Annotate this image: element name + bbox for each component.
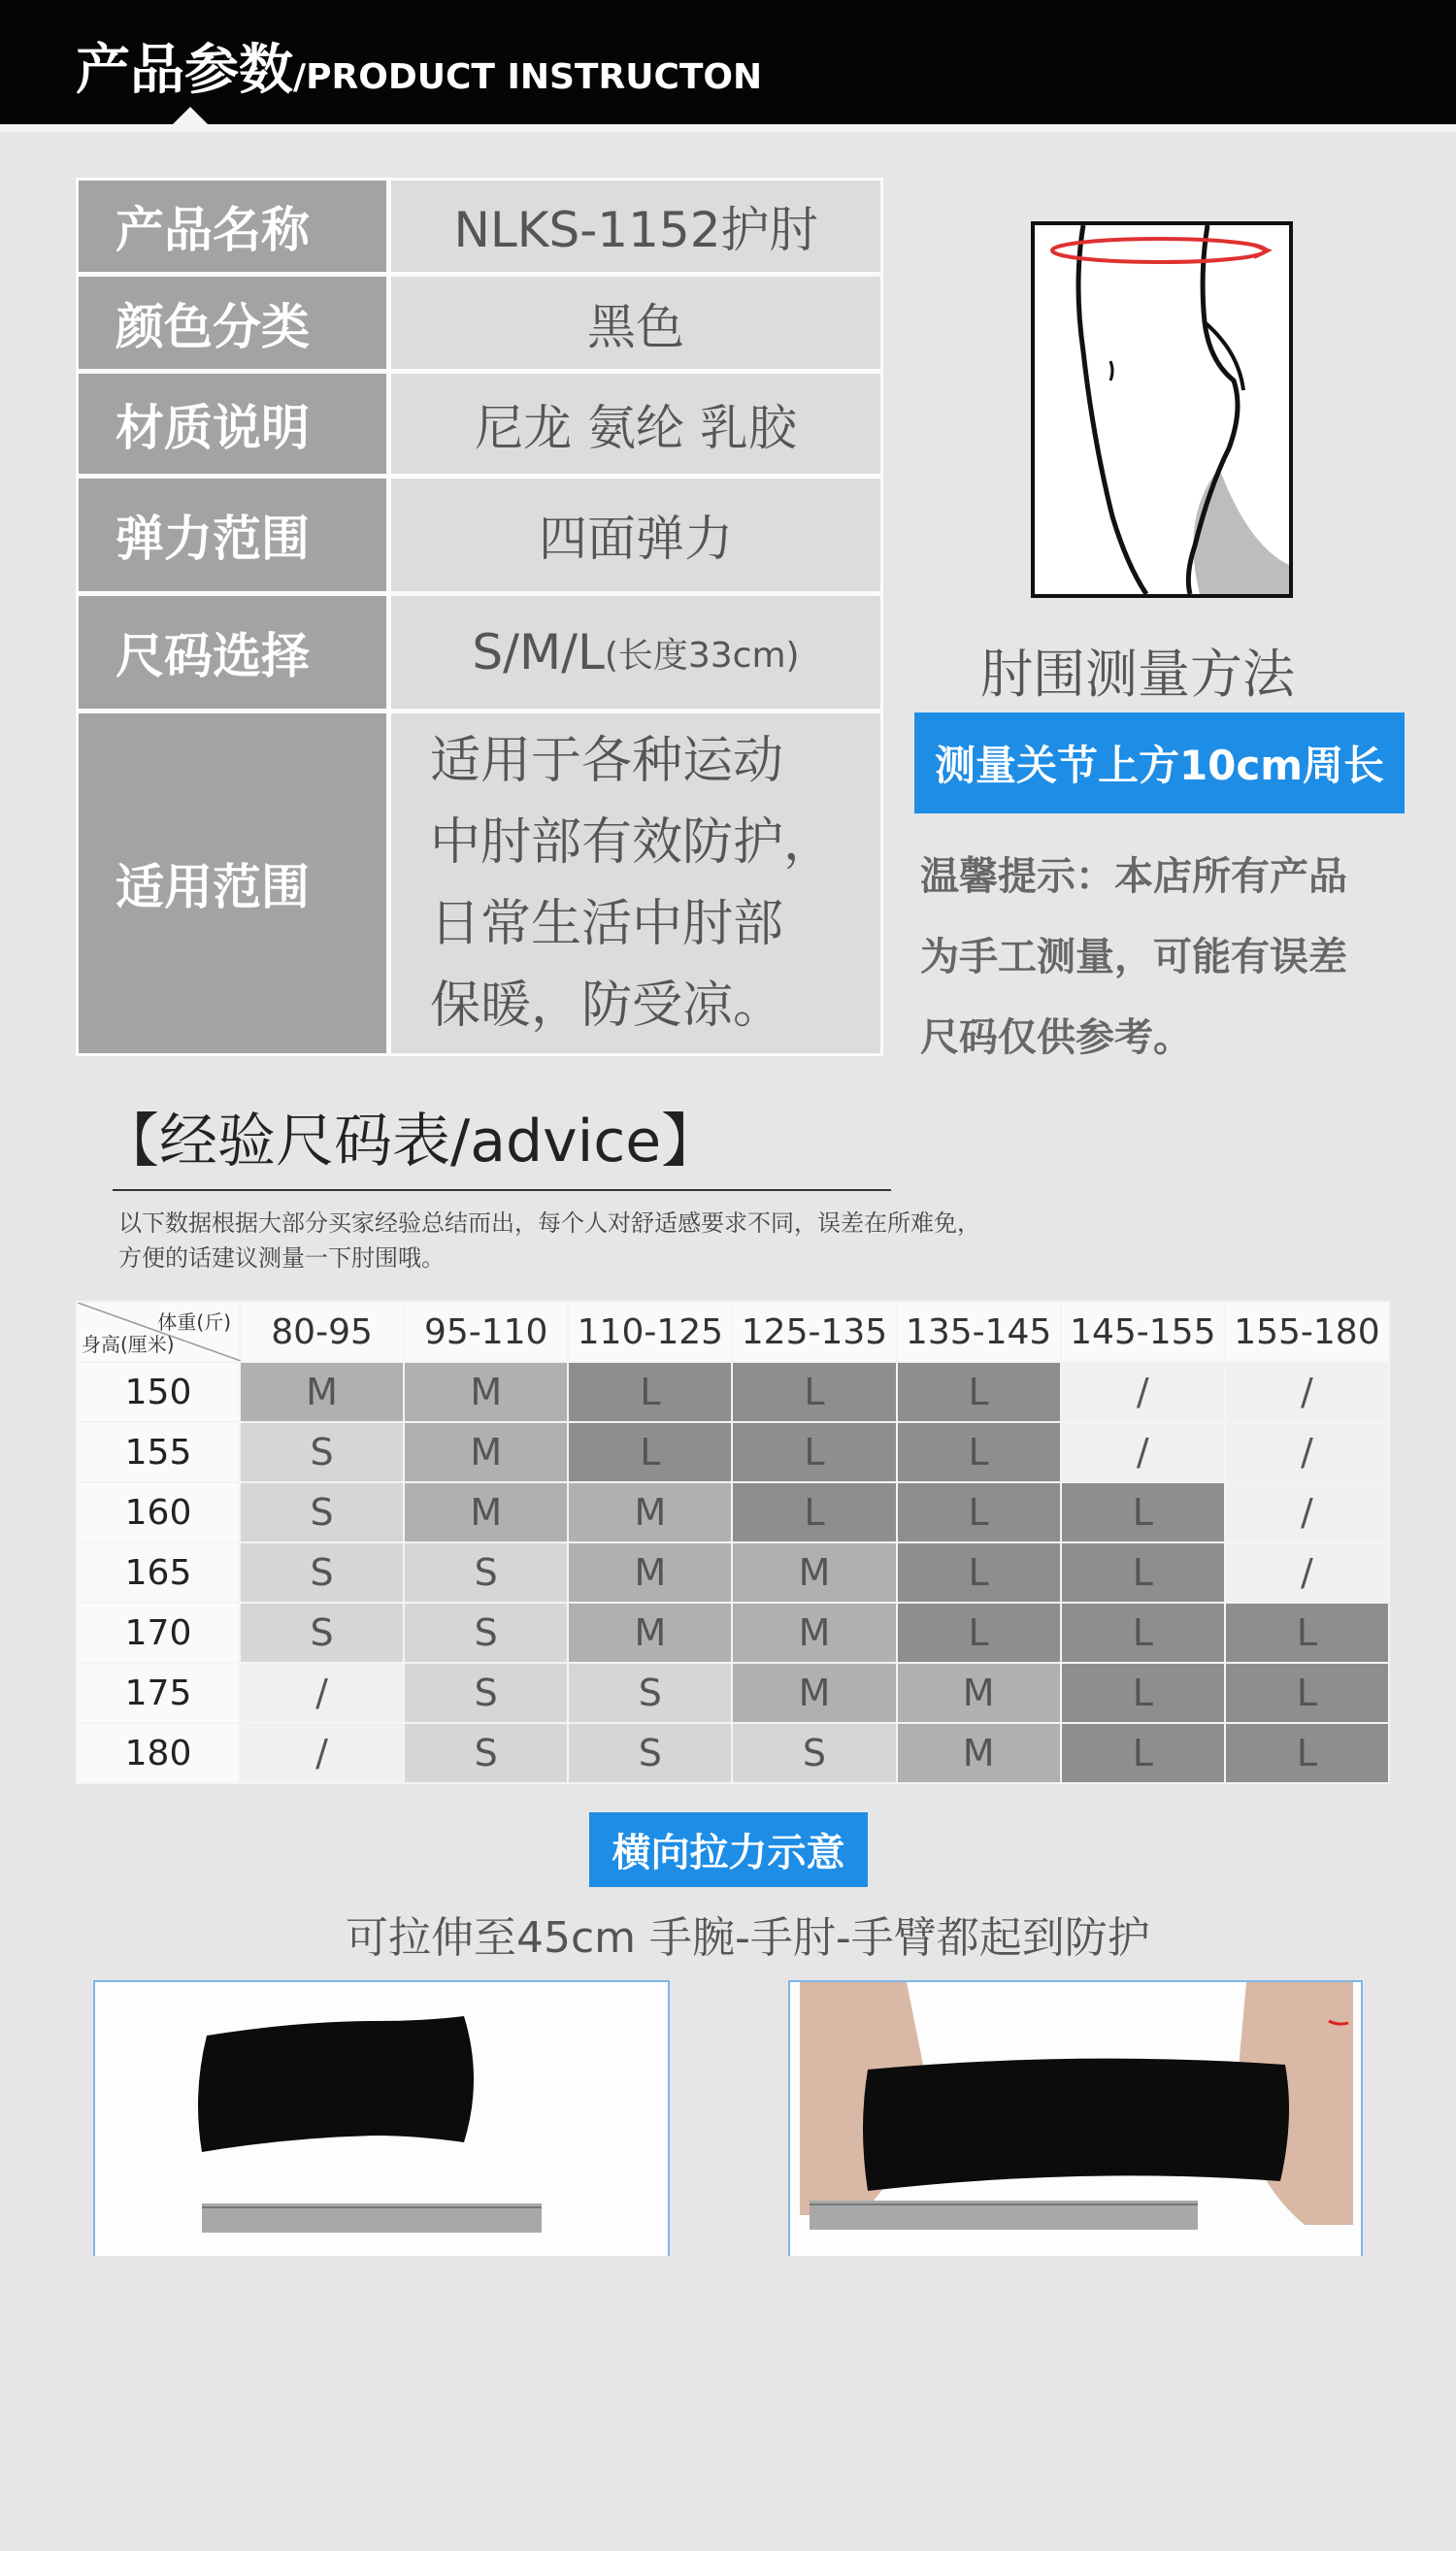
spec-label: 适用范围 — [79, 713, 391, 1053]
sleeve-stretched-image — [790, 1982, 1361, 2256]
spec-row-size — [79, 596, 880, 713]
size-cell: M — [568, 1603, 732, 1663]
weight-header: 155-180 — [1225, 1302, 1389, 1362]
size-cell: L — [568, 1422, 732, 1482]
size-cell: M — [732, 1542, 896, 1603]
arm-drawing — [1035, 225, 1289, 594]
size-chart-corner — [77, 1302, 240, 1362]
advice-desc-line: 以下数据根据大部分买家经验总结而出，每个人对舒适感要求不同，误差在所难免， — [118, 1209, 980, 1237]
size-cell: / — [240, 1723, 404, 1783]
header-title-en: /PRODUCT INSTRUCTON — [293, 57, 763, 97]
spec-row-color — [79, 277, 880, 374]
spec-label: 产品名称 — [79, 181, 391, 272]
advice-title: 【经验尺码表/advice】 — [101, 1108, 720, 1176]
advice-description — [118, 1206, 980, 1276]
header-bar — [0, 0, 1456, 124]
size-cell: L — [1061, 1482, 1225, 1542]
size-cell: L — [897, 1362, 1061, 1422]
usage-line: 保暖，防受凉。 — [430, 977, 784, 1035]
spec-label: 弹力范围 — [79, 479, 391, 591]
size-chart-row — [77, 1603, 1389, 1663]
size-cell: L — [1061, 1663, 1225, 1723]
height-cell: 175 — [77, 1663, 240, 1723]
tip-line: 尺码仅供参考。 — [920, 1015, 1192, 1060]
size-chart-row — [77, 1362, 1389, 1422]
size-chart-body — [77, 1362, 1389, 1783]
header-title — [76, 27, 762, 105]
size-cell: / — [1225, 1422, 1389, 1482]
weight-header: 110-125 — [568, 1302, 732, 1362]
measure-badge: 测量关节上方10cm周长 — [914, 712, 1405, 813]
tip-text — [920, 837, 1347, 1078]
header-title-cn: 产品参数 — [76, 39, 293, 102]
size-cell: L — [732, 1422, 896, 1482]
spec-value: 四面弹力 — [391, 479, 880, 591]
size-cell: S — [732, 1723, 896, 1783]
advice-divider — [113, 1189, 891, 1191]
weight-header: 135-145 — [897, 1302, 1061, 1362]
spec-value: 尼龙 氨纶 乳胶 — [391, 374, 880, 474]
size-chart-row — [77, 1663, 1389, 1723]
size-cell: L — [1061, 1603, 1225, 1663]
size-cell: / — [1225, 1542, 1389, 1603]
size-cell: S — [568, 1663, 732, 1723]
size-cell: S — [404, 1723, 568, 1783]
size-cell: L — [1061, 1723, 1225, 1783]
corner-weight-label: 体重(斤) — [157, 1310, 231, 1334]
size-cell: / — [1061, 1362, 1225, 1422]
sleeve-photo-stretched — [788, 1980, 1363, 2256]
tip-line: 温馨提示：本店所有产品 — [920, 854, 1347, 899]
size-cell: S — [404, 1603, 568, 1663]
height-cell: 180 — [77, 1723, 240, 1783]
size-options: S/M/L — [472, 624, 605, 680]
spec-value: 黑色 — [391, 277, 880, 369]
size-cell: S — [568, 1723, 732, 1783]
spec-row-name — [79, 181, 880, 277]
size-cell: L — [897, 1482, 1061, 1542]
header-notch — [173, 107, 208, 124]
size-cell: / — [240, 1663, 404, 1723]
size-cell: M — [568, 1482, 732, 1542]
spec-label: 尺码选择 — [79, 596, 391, 709]
height-cell: 170 — [77, 1603, 240, 1663]
size-cell: / — [1061, 1422, 1225, 1482]
height-cell: 165 — [77, 1542, 240, 1603]
size-cell: L — [897, 1542, 1061, 1603]
advice-desc-line: 方便的话建议测量一下肘围哦。 — [118, 1244, 445, 1272]
size-cell: L — [732, 1482, 896, 1542]
size-chart-header-row — [77, 1302, 1389, 1362]
size-cell: M — [404, 1362, 568, 1422]
size-cell: L — [897, 1422, 1061, 1482]
spec-row-elasticity — [79, 479, 880, 596]
height-cell: 160 — [77, 1482, 240, 1542]
size-cell: L — [568, 1362, 732, 1422]
size-cell: L — [897, 1603, 1061, 1663]
size-cell: S — [240, 1482, 404, 1542]
size-cell: L — [1061, 1542, 1225, 1603]
size-cell: L — [1225, 1723, 1389, 1783]
size-cell: M — [404, 1482, 568, 1542]
header-underline — [0, 124, 1456, 132]
tip-line: 为手工测量，可能有误差 — [920, 935, 1347, 979]
size-cell: M — [732, 1663, 896, 1723]
arm-measurement-illustration — [1031, 221, 1293, 598]
size-cell: / — [1225, 1482, 1389, 1542]
stretch-description: 可拉伸至45cm 手腕-手肘-手臂都起到防护 — [346, 1913, 1150, 1963]
spec-row-material — [79, 374, 880, 479]
size-length-note: (长度33cm) — [604, 635, 800, 676]
usage-line: 日常生活中肘部 — [430, 895, 784, 953]
size-cell: S — [240, 1542, 404, 1603]
spec-value: NLKS-1152护肘 — [391, 181, 880, 272]
spec-table — [76, 178, 883, 1056]
size-cell: M — [568, 1542, 732, 1603]
size-cell: S — [240, 1422, 404, 1482]
height-cell: 150 — [77, 1362, 240, 1422]
size-chart-row — [77, 1422, 1389, 1482]
spec-row-usage — [79, 713, 880, 1053]
size-cell: L — [1225, 1603, 1389, 1663]
stretch-badge: 横向拉力示意 — [589, 1812, 868, 1887]
size-chart-row — [77, 1723, 1389, 1783]
weight-header: 95-110 — [404, 1302, 568, 1362]
size-cell: / — [1225, 1362, 1389, 1422]
size-cell: M — [404, 1422, 568, 1482]
size-cell: S — [404, 1542, 568, 1603]
size-chart-row — [77, 1542, 1389, 1603]
measure-title: 肘围测量方法 — [980, 644, 1295, 705]
size-cell: M — [897, 1723, 1061, 1783]
height-cell: 155 — [77, 1422, 240, 1482]
size-cell: M — [897, 1663, 1061, 1723]
size-cell: L — [1225, 1663, 1389, 1723]
usage-line: 中肘部有效防护， — [430, 813, 835, 872]
weight-header: 125-135 — [732, 1302, 896, 1362]
size-cell: L — [732, 1362, 896, 1422]
sleeve-flat-image — [95, 1982, 668, 2256]
size-chart-row — [77, 1482, 1389, 1542]
usage-line: 适用于各种运动 — [430, 732, 784, 790]
spec-label: 颜色分类 — [79, 277, 391, 369]
weight-header: 145-155 — [1061, 1302, 1225, 1362]
size-cell: M — [240, 1362, 404, 1422]
size-cell: S — [404, 1663, 568, 1723]
sleeve-photo-flat — [93, 1980, 670, 2256]
corner-height-label: 身高(厘米) — [82, 1333, 175, 1356]
spec-value-usage — [391, 713, 880, 1053]
size-cell: M — [732, 1603, 896, 1663]
spec-value — [391, 596, 880, 709]
spec-label: 材质说明 — [79, 374, 391, 474]
weight-header: 80-95 — [240, 1302, 404, 1362]
size-chart-table — [76, 1301, 1390, 1784]
size-cell: S — [240, 1603, 404, 1663]
